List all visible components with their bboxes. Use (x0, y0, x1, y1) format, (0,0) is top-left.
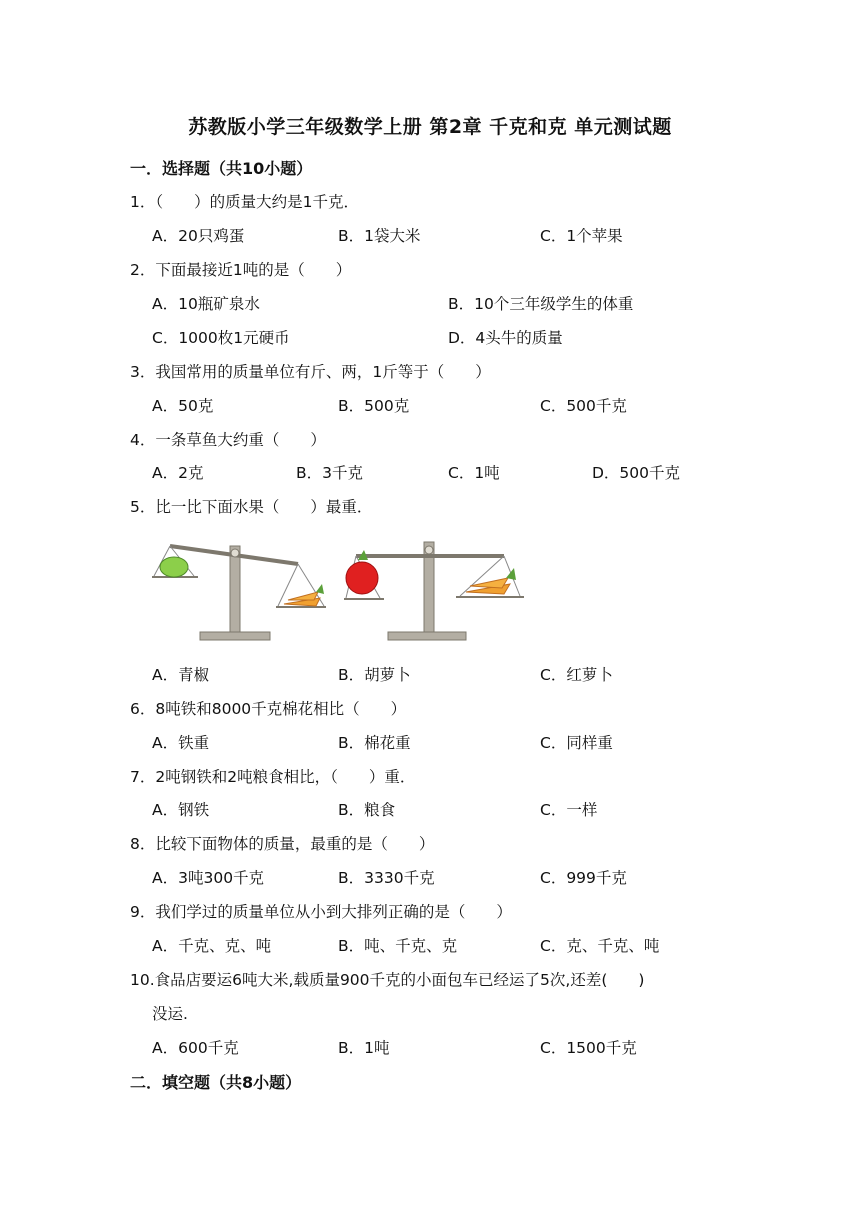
question-1: 1．（ ）的质量大约是1千克． (130, 193, 359, 211)
q7-option-c[interactable]: C．一样 (540, 801, 598, 819)
balance-scales-illustration (148, 520, 528, 650)
q3-option-c[interactable]: C．500千克 (540, 397, 627, 415)
q2-option-c[interactable]: C．1000枚1元硬币 (152, 329, 290, 347)
q10-option-a[interactable]: A．600千克 (152, 1039, 239, 1057)
question-10: 10.食品店要运6吨大米,载质量900千克的小面包车已经运了5次,还差( ) (130, 971, 645, 989)
q4-option-d[interactable]: D．500千克 (592, 464, 681, 482)
q1-option-c[interactable]: C．1个苹果 (540, 227, 623, 245)
q6-option-b[interactable]: B．棉花重 (338, 734, 411, 752)
section-heading-fill-blank: 二．填空题（共8小题） (130, 1073, 302, 1092)
q7-option-b[interactable]: B．粮食 (338, 801, 396, 819)
section-heading-choice: 一．选择题（共10小题） (130, 159, 313, 178)
scale-pepper-vs-carrot (152, 546, 326, 640)
q9-option-a[interactable]: A．千克、克、吨 (152, 937, 272, 955)
question-10-continued: 没运. (152, 1005, 188, 1023)
q8-option-a[interactable]: A．3吨300千克 (152, 869, 265, 887)
q5-option-c[interactable]: C．红萝卜 (540, 666, 613, 684)
q6-option-a[interactable]: A．铁重 (152, 734, 210, 752)
question-7: 7．2吨钢铁和2吨粮食相比，（ ）重． (130, 768, 416, 786)
q8-option-b[interactable]: B．3330千克 (338, 869, 435, 887)
q4-option-a[interactable]: A．2克 (152, 464, 204, 482)
q9-option-c[interactable]: C．克、千克、吨 (540, 937, 660, 955)
question-6: 6．8吨铁和8000千克棉花相比（ ） (130, 700, 407, 718)
scale-radish-vs-carrot (344, 542, 524, 640)
q8-option-c[interactable]: C．999千克 (540, 869, 627, 887)
page-title: 苏教版小学三年级数学上册 第2章 千克和克 单元测试题 (188, 116, 672, 138)
question-5: 5．比一比下面水果（ ）最重． (130, 498, 373, 516)
q4-option-c[interactable]: C．1吨 (448, 464, 500, 482)
q4-option-b[interactable]: B．3千克 (296, 464, 363, 482)
q1-option-b[interactable]: B．1袋大米 (338, 227, 421, 245)
question-3: 3．我国常用的质量单位有斤、两，1斤等于（ ） (130, 363, 491, 381)
q2-option-d[interactable]: D．4头牛的质量 (448, 329, 563, 347)
green-pepper-icon (160, 557, 188, 577)
q7-option-a[interactable]: A．钢铁 (152, 801, 210, 819)
q3-option-a[interactable]: A．50克 (152, 397, 214, 415)
question-8: 8．比较下面物体的质量，最重的是（ ） (130, 835, 435, 853)
carrot-icon-2 (466, 568, 516, 594)
q10-option-b[interactable]: B．1吨 (338, 1039, 390, 1057)
q5-option-b[interactable]: B．胡萝卜 (338, 666, 411, 684)
q2-option-a[interactable]: A．10瓶矿泉水 (152, 295, 260, 313)
q1-option-a[interactable]: A．20只鸡蛋 (152, 227, 245, 245)
q9-option-b[interactable]: B．吨、千克、克 (338, 937, 458, 955)
q5-option-a[interactable]: A．青椒 (152, 666, 210, 684)
question-9: 9．我们学过的质量单位从小到大排列正确的是（ ） (130, 903, 512, 921)
q10-option-c[interactable]: C．1500千克 (540, 1039, 637, 1057)
q6-option-c[interactable]: C．同样重 (540, 734, 613, 752)
question-4: 4．一条草鱼大约重（ ） (130, 431, 326, 449)
question-2: 2．下面最接近1吨的是（ ） (130, 261, 352, 279)
carrot-icon (284, 584, 324, 606)
q3-option-b[interactable]: B．500克 (338, 397, 410, 415)
q2-option-b[interactable]: B．10个三年级学生的体重 (448, 295, 634, 313)
